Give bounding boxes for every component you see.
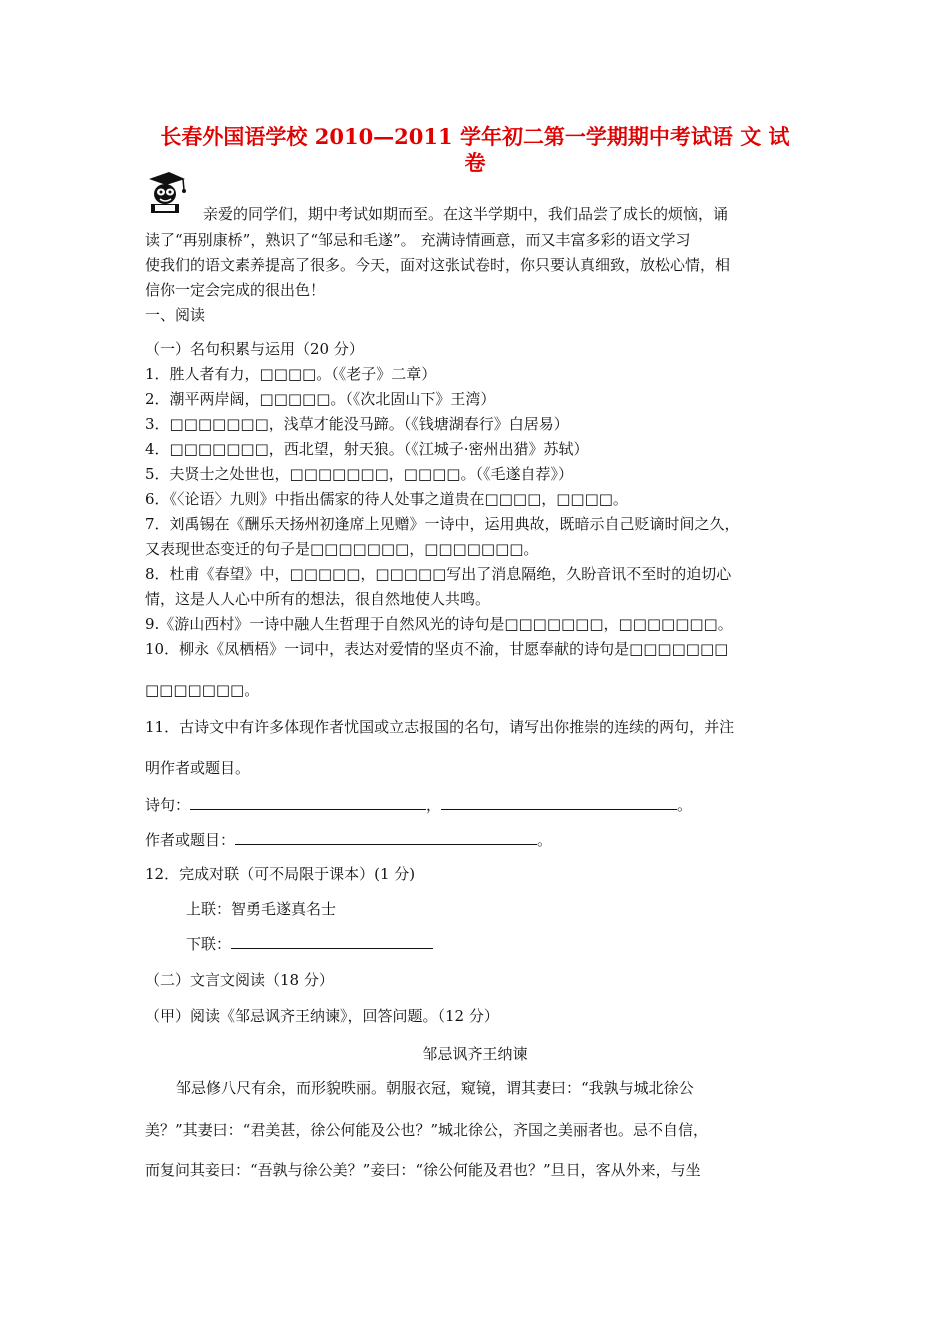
- question-3: 3．□□□□□□□，浅草才能没马蹄。（《钱塘湖春行》白居易）: [145, 415, 569, 433]
- couplet-lower-label: 下联：: [186, 935, 232, 953]
- question-12: 12．完成对联（可不局限于课本）(1 分): [145, 865, 416, 883]
- question-8-line-1: 8．杜甫《春望》中，□□□□□，□□□□□写出了消息隔绝，久盼音讯不至时的迫切心: [145, 565, 732, 583]
- question-5: 5．夫贤士之处世也，□□□□□□□，□□□□。（《毛遂自荐》）: [145, 465, 573, 483]
- question-11-line-1: 11．古诗文中有许多体现作者忧国或立志报国的名句，请写出你推崇的连续的两句，并注: [145, 718, 735, 736]
- question-1: 1．胜人者有力，□□□□。（《老子》二章）: [145, 365, 437, 383]
- mascot-reading-icon: [145, 170, 187, 214]
- poem-blank-2[interactable]: [441, 795, 677, 810]
- author-answer-row: [145, 830, 552, 850]
- passage-title: 邹忌讽齐王纳谏: [422, 1045, 528, 1063]
- question-9: 9.《游山西村》一诗中融人生哲理于自然风光的诗句是□□□□□□□，□□□□□□□。: [145, 615, 733, 633]
- passage-line-1: 邹忌修八尺有余，而形貌昳丽。朝服衣冠，窥镜，谓其妻曰：“我孰与城北徐公: [176, 1079, 694, 1097]
- couplet-upper: 上联：智勇毛遂真名士: [186, 900, 337, 918]
- poem-label: 诗句：: [145, 796, 191, 814]
- author-label: 作者或题目：: [145, 831, 236, 849]
- intro-line-2: 读了“再别康桥”，熟识了“邹忌和毛遂”。 充满诗情画意，而又丰富多彩的语文学习: [145, 231, 691, 249]
- exam-title-line-1: 长春外国语学校 2010—2011 学年初二第一学期期中考试语 文 试: [160, 124, 790, 149]
- intro-line-3: 使我们的语文素养提高了很多。今天，面对这张试卷时，你只要认真细致，放松心情，相: [145, 256, 731, 274]
- poem-answer-row: [145, 795, 692, 815]
- question-6: 6．《〈论语〉九则》中指出儒家的待人处事之道贵在□□□□，□□□□。: [145, 490, 628, 508]
- poem-comma: ，: [426, 796, 442, 814]
- question-8-line-2: 情，这是人人心中所有的想法，很自然地使人共鸣。: [145, 590, 491, 608]
- question-4: 4．□□□□□□□，西北望，射天狼。（《江城子·密州出猎》苏轼）: [145, 440, 589, 458]
- couplet-lower-blank[interactable]: [231, 934, 433, 949]
- subsection-heading-quotes: （一）名句积累与运用（20 分）: [145, 340, 364, 358]
- part-a-instruction: （甲）阅读《邹忌讽齐王纳谏》，回答问题。（12 分）: [145, 1007, 499, 1025]
- question-11-line-2: 明作者或题目。: [145, 759, 251, 777]
- question-7-line-1: 7．刘禹锡在《酬乐天扬州初逢席上见赠》一诗中，运用典故，既暗示自己贬谪时间之久，: [145, 515, 740, 533]
- section-heading-reading: 一、阅读: [145, 306, 206, 324]
- author-blank[interactable]: [235, 830, 537, 845]
- intro-line-1: 亲爱的同学们，期中考试如期而至。在这半学期中，我们品尝了成长的烦恼，诵: [203, 205, 729, 223]
- poem-end: 。: [677, 796, 693, 814]
- passage-line-3: 而复问其妾曰：“吾孰与徐公美？”妾曰：“徐公何能及君也？”旦日，客从外来，与坐: [145, 1161, 701, 1179]
- author-end: 。: [537, 831, 553, 849]
- question-2: 2．潮平两岸阔，□□□□□。（《次北固山下》王湾）: [145, 390, 496, 408]
- subsection-heading-classical: （二）文言文阅读（18 分）: [145, 971, 334, 989]
- poem-blank-1[interactable]: [190, 795, 426, 810]
- question-10-line-1: 10．柳永《凤栖梧》一词中，表达对爱情的坚贞不渝，甘愿奉献的诗句是□□□□□□□: [145, 640, 729, 658]
- couplet-lower-row: [186, 934, 433, 954]
- exam-title-line-2: 卷: [464, 150, 486, 175]
- passage-line-2: 美？”其妻曰：“君美甚，徐公何能及公也？”城北徐公，齐国之美丽者也。忌不自信，: [145, 1121, 709, 1139]
- question-7-line-2: 又表现世态变迁的句子是□□□□□□□，□□□□□□□。: [145, 540, 539, 558]
- intro-line-4: 信你一定会完成的很出色！: [145, 281, 326, 299]
- question-10-line-2: □□□□□□□。: [145, 681, 260, 699]
